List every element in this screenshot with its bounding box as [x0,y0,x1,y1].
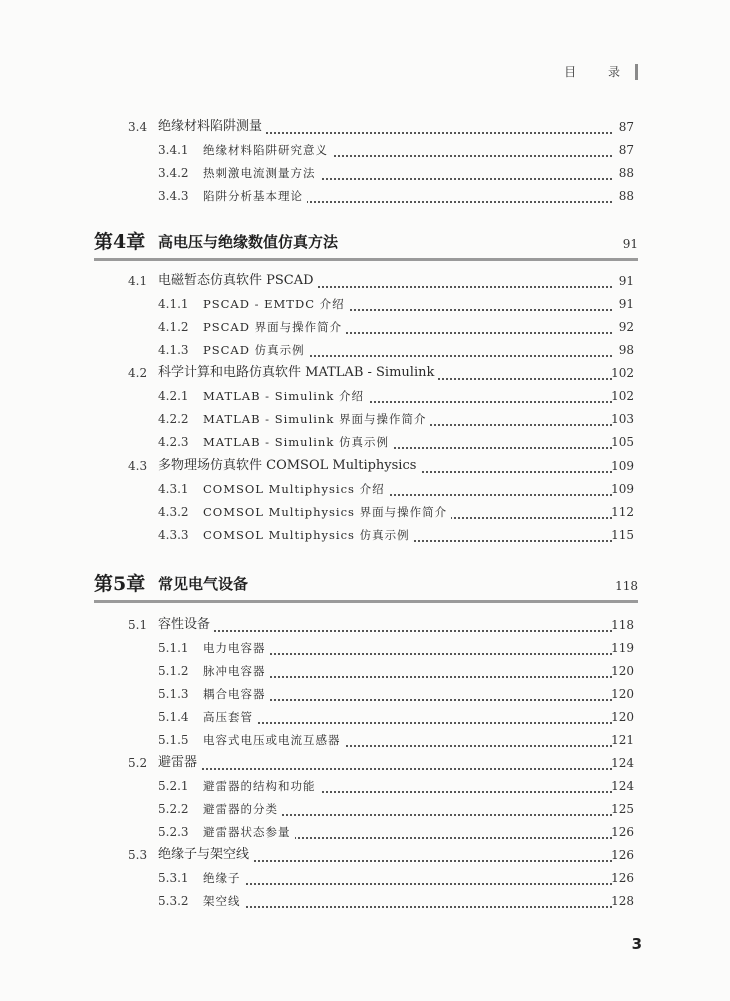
chapter-page: 118 [615,579,638,593]
entry-page: 121 [611,733,634,747]
entry-title: 电力电容器 [203,637,270,659]
entry-number: 4.1.1 [158,297,189,311]
entry-page: 128 [611,894,634,908]
entry-title: PSCAD 界面与操作简介 [203,316,346,338]
chapter-heading[interactable] [94,567,638,603]
entry-number: 4.2.1 [158,389,189,403]
chapter-rule [94,600,638,603]
toc-subsection-row[interactable] [0,775,730,797]
toc-subsection-row[interactable] [0,339,730,361]
entry-title: 避雷器 [158,752,201,774]
entry-page: 124 [611,756,634,770]
entry-page: 112 [611,505,634,519]
entry-number: 5.3.1 [158,871,189,885]
dot-leader [178,628,612,632]
chapter-label: 第4章 [94,231,146,253]
entry-title: 避雷器的结构和功能 [203,775,320,797]
entry-page: 102 [611,366,634,380]
entry-title: 绝缘材料陷阱测量 [158,116,266,138]
entry-page: 88 [618,166,634,180]
entry-title: 热刺激电流测量方法 [203,162,320,184]
entry-page: 102 [611,389,634,403]
entry-title: 高压套管 [203,706,257,728]
entry-title: 绝缘材料陷阱研究意义 [203,139,332,161]
entry-number: 5.3.2 [158,894,189,908]
entry-number: 4.2.2 [158,412,189,426]
entry-title: 陷阱分析基本理论 [203,185,307,207]
chapter-rule [94,258,638,261]
entry-number: 3.4.3 [158,189,189,203]
toc-subsection-row[interactable] [0,798,730,820]
toc-subsection-row[interactable] [0,185,730,207]
entry-page: 109 [611,459,634,473]
entry-title: 电磁暂态仿真软件 PSCAD [158,270,318,292]
entry-page: 103 [611,412,634,426]
entry-page: 87 [618,120,634,134]
entry-title: 绝缘子与架空线 [158,844,253,866]
toc-subsection-row[interactable] [0,501,730,523]
entry-number: 5.2.1 [158,779,189,793]
entry-page: 120 [611,710,634,724]
entry-number: 5.2 [128,756,148,770]
toc-subsection-row[interactable] [0,385,730,407]
toc-subsection-row[interactable] [0,139,730,161]
entry-number: 5.3 [128,848,148,862]
entry-number: 5.1.2 [158,664,189,678]
dot-leader [223,651,612,655]
entry-title: 脉冲电容器 [203,660,270,682]
toc-subsection-row[interactable] [0,637,730,659]
entry-page: 115 [611,528,634,542]
entry-title: COMSOL Multiphysics 介绍 [203,478,389,500]
entry-title: COMSOL Multiphysics 仿真示例 [203,524,414,546]
toc-section-row[interactable] [0,455,730,477]
toc-subsection-row[interactable] [0,293,730,315]
entry-title: MATLAB - Simulink 介绍 [203,385,368,407]
running-header: 目 录 [564,65,634,79]
dot-leader [223,904,612,908]
chapter-page: 91 [622,237,638,251]
toc-section-row[interactable] [0,116,730,138]
entry-title: 多物理场仿真软件 COMSOL Multiphysics [158,455,420,477]
toc-subsection-row[interactable] [0,706,730,728]
entry-page: 105 [611,435,634,449]
dot-leader [223,697,612,701]
entry-page: 88 [618,189,634,203]
entry-number: 4.1.3 [158,343,189,357]
toc-section-row[interactable] [0,614,730,636]
toc-subsection-row[interactable] [0,316,730,338]
toc-subsection-row[interactable] [0,867,730,889]
entry-number: 4.2 [128,366,148,380]
toc-subsection-row[interactable] [0,683,730,705]
entry-number: 4.3.2 [158,505,189,519]
dot-leader [178,766,612,770]
chapter-title: 高电压与绝缘数值仿真方法 [158,233,339,251]
entry-page: 98 [618,343,634,357]
toc-subsection-row[interactable] [0,660,730,682]
entry-page: 124 [611,779,634,793]
toc-subsection-row[interactable] [0,890,730,912]
entry-title: 科学计算和电路仿真软件 MATLAB - Simulink [158,362,438,384]
chapter-heading[interactable] [94,225,638,261]
entry-title: COMSOL Multiphysics 界面与操作简介 [203,501,451,523]
entry-number: 5.1.5 [158,733,189,747]
toc-subsection-row[interactable] [0,431,730,453]
entry-number: 4.1.2 [158,320,189,334]
entry-title: PSCAD 仿真示例 [203,339,309,361]
entry-title: PSCAD - EMTDC 介绍 [203,293,349,315]
entry-page: 120 [611,687,634,701]
header-bar [635,64,638,80]
entry-number: 3.4.2 [158,166,189,180]
entry-page: 109 [611,482,634,496]
chapter-title: 常见电气设备 [158,575,249,593]
entry-page: 91 [618,274,634,288]
page-number: 3 [631,935,642,953]
entry-page: 126 [611,871,634,885]
entry-number: 4.1 [128,274,148,288]
entry-title: 容性设备 [158,614,214,636]
entry-number: 5.2.3 [158,825,189,839]
entry-title: 避雷器的分类 [203,798,282,820]
entry-title: 电容式电压或电流互感器 [203,729,345,751]
entry-number: 3.4.1 [158,143,189,157]
entry-page: 87 [618,143,634,157]
dot-leader [223,881,612,885]
entry-number: 4.3.3 [158,528,189,542]
entry-page: 118 [611,618,634,632]
dot-leader [223,720,612,724]
entry-number: 5.1.4 [158,710,189,724]
toc-subsection-row[interactable] [0,729,730,751]
entry-page: 126 [611,825,634,839]
toc-subsection-row[interactable] [0,162,730,184]
toc-section-row[interactable] [0,844,730,866]
entry-title: 耦合电容器 [203,683,270,705]
entry-page: 126 [611,848,634,862]
toc-subsection-row[interactable] [0,821,730,843]
dot-leader [223,674,612,678]
toc-section-row[interactable] [0,362,730,384]
entry-number: 4.3 [128,459,148,473]
entry-page: 91 [618,297,634,311]
entry-title: 架空线 [203,890,245,912]
toc-subsection-row[interactable] [0,408,730,430]
entry-page: 125 [611,802,634,816]
entry-title: 绝缘子 [203,867,245,889]
entry-title: 避雷器状态参量 [203,821,295,843]
toc-subsection-row[interactable] [0,524,730,546]
toc-subsection-row[interactable] [0,478,730,500]
entry-page: 120 [611,664,634,678]
entry-number: 5.1.3 [158,687,189,701]
entry-page: 119 [611,641,634,655]
entry-number: 3.4 [128,120,148,134]
entry-number: 4.2.3 [158,435,189,449]
entry-number: 5.1.1 [158,641,189,655]
entry-number: 5.1 [128,618,148,632]
entry-number: 4.3.1 [158,482,189,496]
chapter-label: 第5章 [94,573,146,595]
entry-title: MATLAB - Simulink 仿真示例 [203,431,393,453]
entry-title: MATLAB - Simulink 界面与操作简介 [203,408,430,430]
toc-section-row[interactable] [0,752,730,774]
entry-page: 92 [618,320,634,334]
toc-section-row[interactable] [0,270,730,292]
entry-number: 5.2.2 [158,802,189,816]
